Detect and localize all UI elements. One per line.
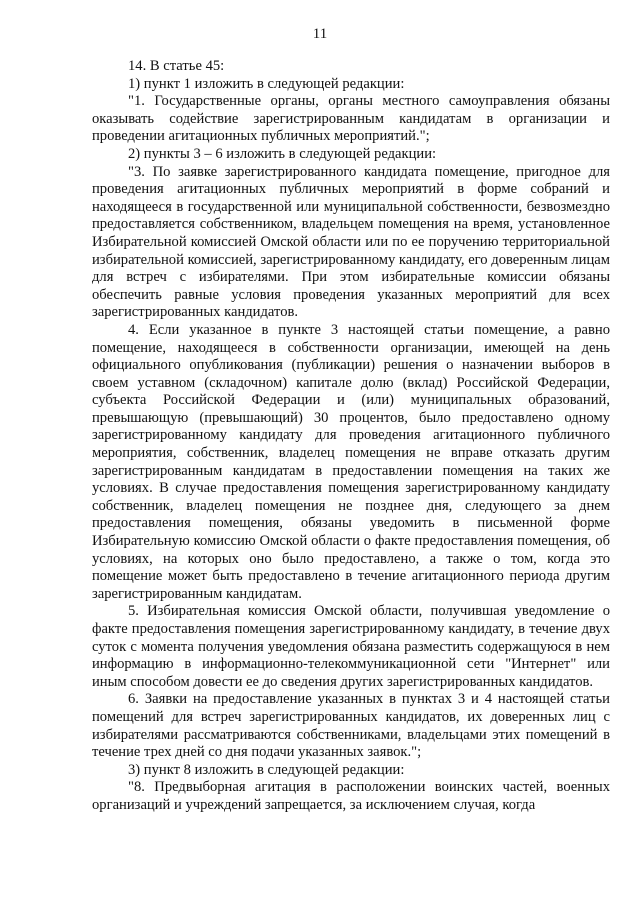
page-number: 11 bbox=[312, 26, 328, 42]
paragraph-point-6: 6. Заявки на предоставление указанных в пунктах 3 и 4 настоящей статьи помещений для встреч зарегистрированных кандидатов, их доверенных лиц с избирателями рассматриваются собственниками, владельцами этих помещений в течение трех дней со дня подачи указанных заявок."; bbox=[92, 691, 610, 761]
paragraph-item-1-intro: 1) пункт 1 изложить в следующей редакции: bbox=[128, 75, 405, 92]
paragraph-point-8: "8. Предвыборная агитация в расположении воинских частей, военных организаций и учреждений запрещается, за исключением случая, когда bbox=[92, 779, 610, 813]
paragraph-item-2-intro: 2) пункты 3 – 6 изложить в следующей редакции: bbox=[128, 145, 437, 162]
paragraph-point-1: "1. Государственные органы, органы местного самоуправления обязаны оказывать содействие зарегистрированным кандидатам в организации и проведении агитационных публичных мероприятий."; bbox=[92, 93, 610, 145]
document-body bbox=[92, 58, 610, 814]
paragraph-point-4: 4. Если указанное в пункте 3 настоящей статьи помещение, а равно помещение, находящееся в собственности организации, имеющей на день официального опубликования (публикации) решения о назначении выборов в своем уставном (складочном) капитале долю (вклад) Российской Федерации, субъекта Российской Федерации и (или) муниципальных образований, превышающую (превышающий) 30 процентов, было предоставлено одному зарегистрированному кандидату для проведения агитационного публичного мероприятия, собственник, владелец помещения не вправе отказать другим зарегистрированным кандидатам в предоставлении помещения на таких же условиях. В случае предоставления помещения зарегистрированному кандидату собственник, владелец помещения не позднее дня, следующего за днем предоставления помещения, обязаны уведомить в письменной форме Избирательную комиссию Омской области о факте предоставления помещения, об условиях, на которых оно было предоставлено, а также о том, когда это помещение может быть предоставлено в течение агитационного периода другим зарегистрированным кандидатам. bbox=[92, 321, 610, 602]
paragraph-point-3: "3. По заявке зарегистрированного кандидата помещение, пригодное для проведения агитационных публичных мероприятий в форме собраний и находящееся в государственной или муниципальной собственности, безвозмездно предоставляется собственником, владельцем помещения на время, установленное Избирательной комиссией Омской области или по ее поручению территориальной избирательной комиссией, зарегистрированному кандидату, его доверенным лицам для встреч с избирателями. При этом избирательные комиссии обязаны обеспечить равные условия проведения указанных мероприятий для всех зарегистрированных кандидатов. bbox=[92, 163, 610, 321]
paragraph-item-3-intro: 3) пункт 8 изложить в следующей редакции: bbox=[128, 761, 405, 778]
paragraph-point-5: 5. Избирательная комиссия Омской области, получившая уведомление о факте предоставления помещения зарегистрированному кандидату, в течение двух суток с момента получения уведомления обязана разместить содержащуюся в нем информацию в информационно-телекоммуникационной сети "Интернет" или иным способом довести ее до сведения других зарегистрированных кандидатов. bbox=[92, 603, 610, 690]
paragraph-article-45-heading: 14. В статье 45: bbox=[128, 58, 225, 74]
